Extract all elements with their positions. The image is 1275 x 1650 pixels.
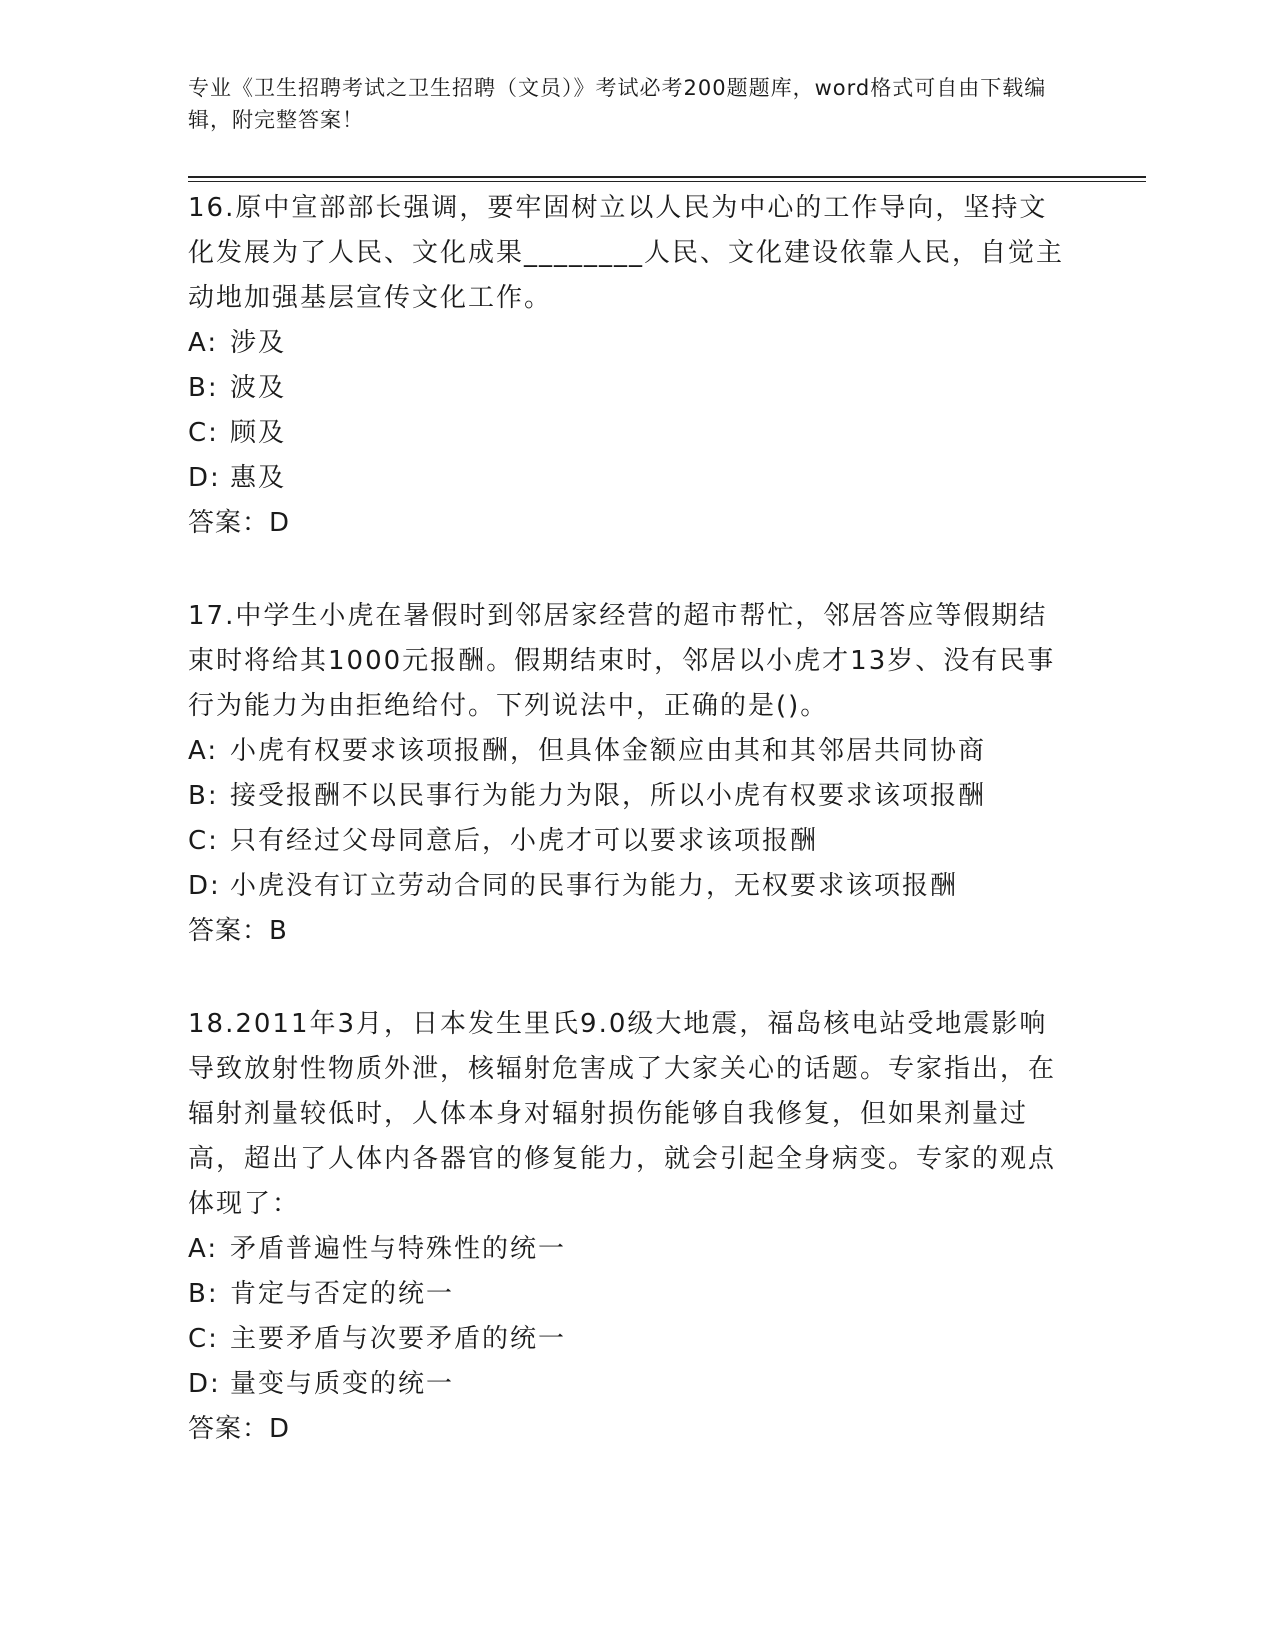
option-letter: C: <box>188 1324 219 1354</box>
option-letter: A: <box>188 1234 219 1264</box>
option-d <box>188 864 1148 909</box>
option-text: 主要矛盾与次要矛盾的统一 <box>230 1324 567 1354</box>
divider-thick-line <box>188 176 1146 178</box>
answer-line: 答案：D <box>188 508 291 538</box>
option-letter: D: <box>188 871 221 901</box>
question-list <box>188 186 1148 1500</box>
option-text: 顾及 <box>230 418 287 448</box>
option-text: 矛盾普遍性与特殊性的统一 <box>230 1234 567 1264</box>
option-letter: B: <box>188 373 219 403</box>
option-letter: C: <box>188 826 219 856</box>
option-d <box>188 456 1148 501</box>
document-page <box>188 72 1148 1444</box>
question-stem: 17.中学生小虎在暑假时到邻居家经营的超市帮忙，邻居答应等假期结束时将给其1000元报酬。假期结束时，邻居以小虎才13岁、没有民事行为能力为由拒绝给付。下列说法中，正确的是()。 <box>188 601 1056 721</box>
option-c <box>188 411 1148 456</box>
header-divider <box>188 176 1146 182</box>
question-stem: 16.原中宣部部长强调，要牢固树立以人民为中心的工作导向，坚持文化发展为了人民、文化成果________人民、文化建设依靠人民，自觉主动地加强基层宣传文化工作。 <box>188 193 1065 313</box>
option-c <box>188 1317 1148 1362</box>
option-b <box>188 1272 1148 1317</box>
question-16 <box>188 186 1148 546</box>
answer-line: 答案：B <box>188 916 288 946</box>
option-b <box>188 774 1148 819</box>
option-letter: B: <box>188 781 219 811</box>
option-text: 小虎没有订立劳动合同的民事行为能力，无权要求该项报酬 <box>230 871 959 901</box>
option-text: 接受报酬不以民事行为能力为限，所以小虎有权要求该项报酬 <box>230 781 987 811</box>
option-a <box>188 729 1148 774</box>
option-text: 只有经过父母同意后，小虎才可以要求该项报酬 <box>230 826 819 856</box>
option-text: 涉及 <box>230 328 287 358</box>
option-text: 量变与质变的统一 <box>230 1369 455 1399</box>
option-text: 小虎有权要求该项报酬，但具体金额应由其和其邻居共同协商 <box>230 736 987 766</box>
question-stem: 18.2011年3月，日本发生里氏9.0级大地震，福岛核电站受地震影响导致放射性物质外泄，核辐射危害成了大家关心的话题。专家指出，在辐射剂量较低时，人体本身对辐射损伤能够自我修复，但如果剂量过高，超出了人体内各器官的修复能力，就会引起全身病变。专家的观点体现了： <box>188 1009 1057 1219</box>
option-a <box>188 321 1148 366</box>
option-d <box>188 1362 1148 1407</box>
option-letter: D: <box>188 463 221 493</box>
option-text: 惠及 <box>230 463 287 493</box>
divider-thin-line <box>188 181 1146 182</box>
option-letter: C: <box>188 418 219 448</box>
option-text: 肯定与否定的统一 <box>230 1279 455 1309</box>
option-b <box>188 366 1148 411</box>
question-18 <box>188 1002 1148 1452</box>
question-17 <box>188 594 1148 954</box>
option-a <box>188 1227 1148 1272</box>
option-letter: B: <box>188 1279 219 1309</box>
option-c <box>188 819 1148 864</box>
answer-line: 答案：D <box>188 1414 291 1444</box>
option-letter: D: <box>188 1369 221 1399</box>
option-letter: A: <box>188 328 219 358</box>
option-letter: A: <box>188 736 219 766</box>
option-text: 波及 <box>230 373 287 403</box>
document-header: 专业《卫生招聘考试之卫生招聘（文员）》考试必考200题题库，word格式可自由下载编辑，附完整答案！ <box>188 76 1047 132</box>
